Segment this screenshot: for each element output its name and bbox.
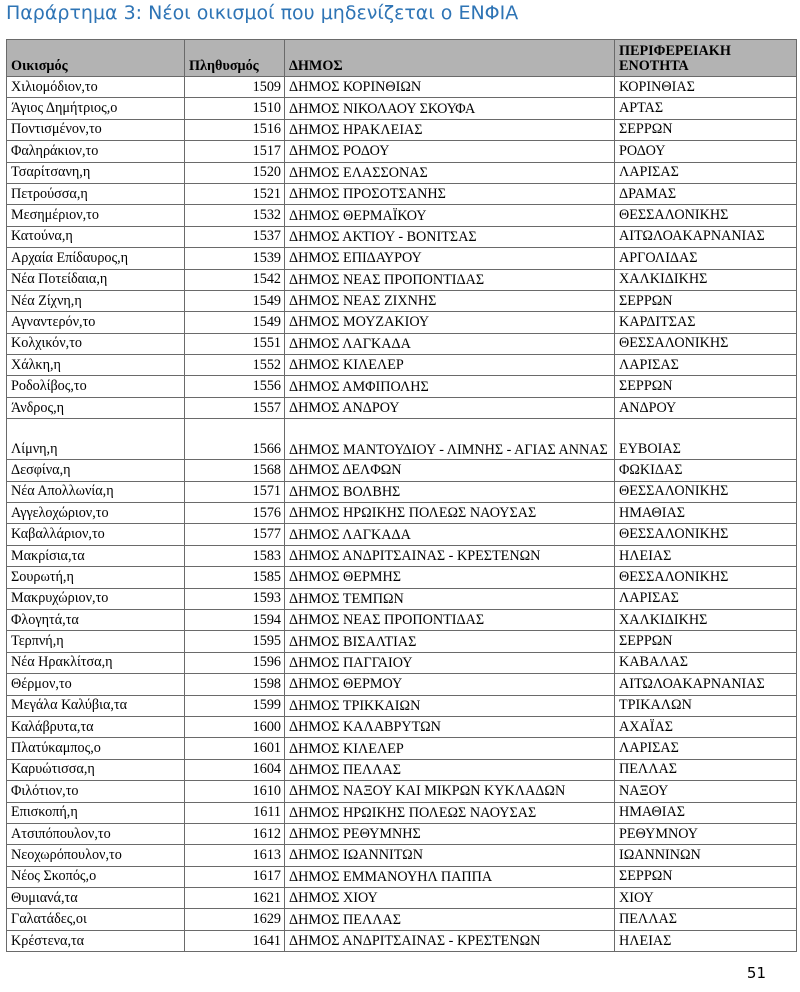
cell-region: ΑΧΑΪΑΣ [615,716,797,737]
cell-region: ΤΡΙΚΑΛΩΝ [615,695,797,716]
table-row [7,141,797,162]
cell-region: ΗΛΕΙΑΣ [615,930,797,951]
table-row [7,930,797,951]
cell-region: ΘΕΣΣΑΛΟΝΙΚΗΣ [615,205,797,226]
table-row [7,545,797,566]
table-row [7,909,797,930]
cell-municipality: ΔΗΜΟΣ ΑΚΤΙΟΥ - ΒΟΝΙΤΣΑΣ [285,226,615,247]
cell-region: ΗΛΕΙΑΣ [615,545,797,566]
cell-settlement: Μακρίσια,τα [7,545,185,566]
cell-population: 1612 [185,823,285,844]
cell-region: ΧΙΟΥ [615,888,797,909]
cell-municipality: ΔΗΜΟΣ ΡΟΔΟΥ [285,141,615,162]
cell-population: 1598 [185,674,285,695]
cell-population: 1539 [185,248,285,269]
cell-population: 1594 [185,609,285,630]
cell-municipality: ΔΗΜΟΣ ΗΡΩΙΚΗΣ ΠΟΛΕΩΣ ΝΑΟΥΣΑΣ [285,802,615,823]
table-row [7,567,797,588]
cell-settlement: Νέος Σκοπός,ο [7,866,185,887]
cell-population: 1532 [185,205,285,226]
cell-population: 1617 [185,866,285,887]
cell-settlement: Αγναντερόν,το [7,312,185,333]
cell-municipality: ΔΗΜΟΣ ΚΙΛΕΛΕΡ [285,355,615,376]
cell-population: 1552 [185,355,285,376]
cell-population: 1604 [185,759,285,780]
table-row [7,524,797,545]
cell-municipality: ΔΗΜΟΣ ΘΕΡΜΟΥ [285,674,615,695]
cell-municipality: ΔΗΜΟΣ ΝΙΚΟΛΑΟΥ ΣΚΟΥΦΑ [285,98,615,119]
table-body [7,77,797,952]
table-row [7,888,797,909]
table-row [7,162,797,183]
cell-region: ΦΩΚΙΔΑΣ [615,460,797,481]
cell-region: ΘΕΣΣΑΛΟΝΙΚΗΣ [615,524,797,545]
cell-settlement: Νέα Ηρακλίτσα,η [7,652,185,673]
table-row [7,419,797,460]
cell-settlement: Καβαλλάριον,το [7,524,185,545]
cell-region: ΡΟΔΟΥ [615,141,797,162]
table-row [7,312,797,333]
cell-municipality: ΔΗΜΟΣ ΒΙΣΑΛΤΙΑΣ [285,631,615,652]
cell-population: 1537 [185,226,285,247]
table-row [7,845,797,866]
cell-municipality: ΔΗΜΟΣ ΒΟΛΒΗΣ [285,481,615,502]
cell-settlement: Δεσφίνα,η [7,460,185,481]
cell-region: ΗΜΑΘΙΑΣ [615,503,797,524]
cell-municipality: ΔΗΜΟΣ ΤΕΜΠΩΝ [285,588,615,609]
cell-population: 1621 [185,888,285,909]
cell-population: 1571 [185,481,285,502]
cell-settlement: Λίμνη,η [7,419,185,460]
cell-population: 1521 [185,183,285,204]
table-row [7,802,797,823]
cell-region: ΑΙΤΩΛΟΑΚΑΡΝΑΝΙΑΣ [615,226,797,247]
cell-region: ΠΕΛΛΑΣ [615,909,797,930]
cell-municipality: ΔΗΜΟΣ ΜΟΥΖΑΚΙΟΥ [285,312,615,333]
cell-municipality: ΔΗΜΟΣ ΑΝΔΡΙΤΣΑΙΝΑΣ - ΚΡΕΣΤΕΝΩΝ [285,545,615,566]
cell-settlement: Ροδολίβος,το [7,376,185,397]
cell-region: ΚΑΡΔΙΤΣΑΣ [615,312,797,333]
cell-region: ΘΕΣΣΑΛΟΝΙΚΗΣ [615,481,797,502]
table-row [7,269,797,290]
cell-municipality: ΔΗΜΟΣ ΑΝΔΡΟΥ [285,397,615,418]
cell-settlement: Νέα Απολλωνία,η [7,481,185,502]
cell-municipality: ΔΗΜΟΣ ΝΑΞΟΥ ΚΑΙ ΜΙΚΡΩΝ ΚΥΚΛΑΔΩΝ [285,781,615,802]
table-row [7,588,797,609]
cell-region: ΣΕΡΡΩΝ [615,631,797,652]
cell-settlement: Αρχαία Επίδαυρος,η [7,248,185,269]
cell-region: ΔΡΑΜΑΣ [615,183,797,204]
cell-region: ΛΑΡΙΣΑΣ [615,738,797,759]
table-row [7,290,797,311]
header-region: ΠΕΡΙΦΕΡΕΙΑΚΗ ΕΝΟΤΗΤΑ [615,40,797,77]
cell-region: ΘΕΣΣΑΛΟΝΙΚΗΣ [615,567,797,588]
cell-population: 1611 [185,802,285,823]
page-title: Παράρτημα 3: Νέοι οικισμοί που μηδενίζεται ο ΕΝΦΙΑ [6,2,519,24]
cell-municipality: ΔΗΜΟΣ ΧΙΟΥ [285,888,615,909]
cell-settlement: Νέα Ποτείδαια,η [7,269,185,290]
settlements-table [6,39,797,952]
table-row [7,609,797,630]
table-row [7,759,797,780]
cell-settlement: Καρυώτισσα,η [7,759,185,780]
table-row [7,355,797,376]
cell-population: 1568 [185,460,285,481]
table-row [7,695,797,716]
cell-municipality: ΔΗΜΟΣ ΗΡΑΚΛΕΙΑΣ [285,119,615,140]
cell-settlement: Κρέστενα,τα [7,930,185,951]
cell-municipality: ΔΗΜΟΣ ΚΟΡΙΝΘΙΩΝ [285,77,615,98]
cell-municipality: ΔΗΜΟΣ ΘΕΡΜΑΪΚΟΥ [285,205,615,226]
cell-population: 1549 [185,290,285,311]
page-number: 51 [746,964,766,982]
cell-region: ΝΑΞΟΥ [615,781,797,802]
cell-municipality: ΔΗΜΟΣ ΡΕΘΥΜΝΗΣ [285,823,615,844]
cell-settlement: Γαλατάδες,οι [7,909,185,930]
cell-settlement: Ατσιπόπουλον,το [7,823,185,844]
cell-municipality: ΔΗΜΟΣ ΛΑΓΚΑΔΑ [285,333,615,354]
cell-settlement: Πετρούσσα,η [7,183,185,204]
cell-population: 1557 [185,397,285,418]
cell-region: ΛΑΡΙΣΑΣ [615,588,797,609]
cell-municipality: ΔΗΜΟΣ ΠΕΛΛΑΣ [285,909,615,930]
cell-municipality: ΔΗΜΟΣ ΝΕΑΣ ΠΡΟΠΟΝΤΙΔΑΣ [285,269,615,290]
cell-settlement: Τερπνή,η [7,631,185,652]
cell-population: 1583 [185,545,285,566]
cell-region: ΚΑΒΑΛΑΣ [615,652,797,673]
cell-population: 1599 [185,695,285,716]
cell-municipality: ΔΗΜΟΣ ΛΑΓΚΑΔΑ [285,524,615,545]
table-row [7,716,797,737]
cell-region: ΧΑΛΚΙΔΙΚΗΣ [615,269,797,290]
cell-population: 1549 [185,312,285,333]
table-row [7,205,797,226]
cell-settlement: Πλατύκαμπος,ο [7,738,185,759]
cell-population: 1551 [185,333,285,354]
cell-settlement: Φαληράκιον,το [7,141,185,162]
cell-municipality: ΔΗΜΟΣ ΝΕΑΣ ΖΙΧΝΗΣ [285,290,615,311]
cell-region: ΠΕΛΛΑΣ [615,759,797,780]
table-row [7,674,797,695]
cell-population: 1585 [185,567,285,588]
table-row [7,823,797,844]
cell-region: ΗΜΑΘΙΑΣ [615,802,797,823]
table-row [7,503,797,524]
table-header-row [7,40,797,77]
table-row [7,652,797,673]
cell-settlement: Τσαρίτσανη,η [7,162,185,183]
table-row [7,333,797,354]
cell-population: 1600 [185,716,285,737]
table-row [7,226,797,247]
cell-settlement: Νεοχωρόπουλον,το [7,845,185,866]
cell-municipality: ΔΗΜΟΣ ΕΛΑΣΣΟΝΑΣ [285,162,615,183]
cell-population: 1596 [185,652,285,673]
cell-population: 1516 [185,119,285,140]
cell-municipality: ΔΗΜΟΣ ΗΡΩΙΚΗΣ ΠΟΛΕΩΣ ΝΑΟΥΣΑΣ [285,503,615,524]
header-population: Πληθυσμός [185,40,285,77]
table-row [7,866,797,887]
cell-region: ΣΕΡΡΩΝ [615,376,797,397]
cell-municipality: ΔΗΜΟΣ ΜΑΝΤΟΥΔΙΟΥ - ΛΙΜΝΗΣ - ΑΓΙΑΣ ΑΝΝΑΣ [285,419,615,460]
cell-settlement: Αγγελοχώριον,το [7,503,185,524]
table-row [7,631,797,652]
cell-settlement: Κολχικόν,το [7,333,185,354]
cell-settlement: Φιλότιον,το [7,781,185,802]
table-row [7,376,797,397]
cell-municipality: ΔΗΜΟΣ ΑΜΦΙΠΟΛΗΣ [285,376,615,397]
cell-population: 1577 [185,524,285,545]
cell-municipality: ΔΗΜΟΣ ΑΝΔΡΙΤΣΑΙΝΑΣ - ΚΡΕΣΤΕΝΩΝ [285,930,615,951]
cell-region: ΘΕΣΣΑΛΟΝΙΚΗΣ [615,333,797,354]
table-row [7,781,797,802]
table-row [7,77,797,98]
cell-municipality: ΔΗΜΟΣ ΚΙΛΕΛΕΡ [285,738,615,759]
cell-region: ΣΕΡΡΩΝ [615,866,797,887]
table-row [7,119,797,140]
cell-population: 1593 [185,588,285,609]
cell-region: ΑΝΔΡΟΥ [615,397,797,418]
cell-settlement: Χάλκη,η [7,355,185,376]
cell-region: ΛΑΡΙΣΑΣ [615,162,797,183]
cell-settlement: Κατούνα,η [7,226,185,247]
cell-population: 1610 [185,781,285,802]
cell-settlement: Μεγάλα Καλύβια,τα [7,695,185,716]
cell-settlement: Μακρυχώριον,το [7,588,185,609]
cell-settlement: Μεσημέριον,το [7,205,185,226]
cell-population: 1509 [185,77,285,98]
cell-population: 1566 [185,419,285,460]
cell-region: ΑΡΤΑΣ [615,98,797,119]
cell-municipality: ΔΗΜΟΣ ΘΕΡΜΗΣ [285,567,615,588]
cell-settlement: Καλάβρυτα,τα [7,716,185,737]
cell-settlement: Άνδρος,η [7,397,185,418]
header-settlement: Οικισμός [7,40,185,77]
cell-region: ΛΑΡΙΣΑΣ [615,355,797,376]
cell-population: 1556 [185,376,285,397]
cell-settlement: Ποντισμένον,το [7,119,185,140]
cell-municipality: ΔΗΜΟΣ ΚΑΛΑΒΡΥΤΩΝ [285,716,615,737]
table-row [7,738,797,759]
table-row [7,183,797,204]
cell-population: 1629 [185,909,285,930]
cell-municipality: ΔΗΜΟΣ ΔΕΛΦΩΝ [285,460,615,481]
cell-municipality: ΔΗΜΟΣ ΕΠΙΔΑΥΡΟΥ [285,248,615,269]
cell-population: 1576 [185,503,285,524]
cell-population: 1542 [185,269,285,290]
table-row [7,460,797,481]
cell-region: ΑΙΤΩΛΟΑΚΑΡΝΑΝΙΑΣ [615,674,797,695]
cell-region: ΣΕΡΡΩΝ [615,290,797,311]
cell-municipality: ΔΗΜΟΣ ΠΡΟΣΟΤΣΑΝΗΣ [285,183,615,204]
cell-settlement: Θυμιανά,τα [7,888,185,909]
cell-settlement: Σουρωτή,η [7,567,185,588]
cell-municipality: ΔΗΜΟΣ ΝΕΑΣ ΠΡΟΠΟΝΤΙΔΑΣ [285,609,615,630]
cell-municipality: ΔΗΜΟΣ ΠΑΓΓΑΙΟΥ [285,652,615,673]
cell-region: ΡΕΘΥΜΝΟΥ [615,823,797,844]
cell-region: ΙΩΑΝΝΙΝΩΝ [615,845,797,866]
table-row [7,248,797,269]
cell-population: 1641 [185,930,285,951]
cell-municipality: ΔΗΜΟΣ ΠΕΛΛΑΣ [285,759,615,780]
cell-settlement: Άγιος Δημήτριος,ο [7,98,185,119]
cell-settlement: Επισκοπή,η [7,802,185,823]
cell-population: 1595 [185,631,285,652]
cell-settlement: Νέα Ζίχνη,η [7,290,185,311]
cell-municipality: ΔΗΜΟΣ ΕΜΜΑΝΟΥΗΛ ΠΑΠΠΑ [285,866,615,887]
table-row [7,98,797,119]
cell-municipality: ΔΗΜΟΣ ΤΡΙΚΚΑΙΩΝ [285,695,615,716]
cell-population: 1520 [185,162,285,183]
cell-municipality: ΔΗΜΟΣ ΙΩΑΝΝΙΤΩΝ [285,845,615,866]
cell-population: 1601 [185,738,285,759]
cell-settlement: Χιλιομόδιον,το [7,77,185,98]
cell-settlement: Φλογητά,τα [7,609,185,630]
cell-region: ΧΑΛΚΙΔΙΚΗΣ [615,609,797,630]
cell-population: 1517 [185,141,285,162]
cell-population: 1510 [185,98,285,119]
cell-region: ΑΡΓΟΛΙΔΑΣ [615,248,797,269]
table-row [7,481,797,502]
cell-settlement: Θέρμον,το [7,674,185,695]
cell-population: 1613 [185,845,285,866]
cell-region: ΚΟΡΙΝΘΙΑΣ [615,77,797,98]
cell-region: ΕΥΒΟΙΑΣ [615,419,797,460]
cell-region: ΣΕΡΡΩΝ [615,119,797,140]
table-row [7,397,797,418]
header-municipality: ΔΗΜΟΣ [285,40,615,77]
